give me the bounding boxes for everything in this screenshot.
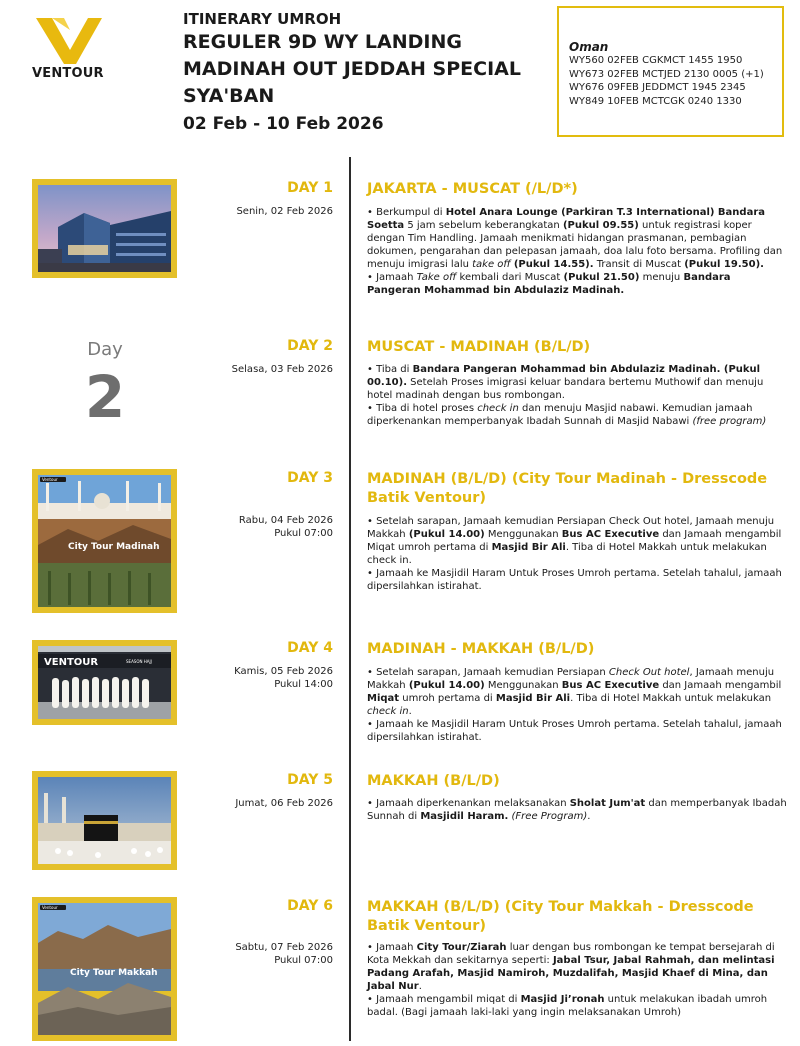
day-description <box>367 206 787 297</box>
day-date-line: Selasa, 03 Feb 2026 <box>231 364 333 375</box>
city-tour-makkah-image <box>38 903 171 1035</box>
bus-brand-label: VENTOUR <box>44 657 99 668</box>
timeline-divider <box>349 157 351 1041</box>
flight-carrier: Oman <box>569 40 609 54</box>
description-paragraph: • Setelah sarapan, Jamaah kemudian Persiapan Check Out hotel, Jamaah menuju Makkah (Pukul 14.00) Menggunakan Bus AC Executive dan Jamaah mengambil Miqat umroh pertama di Masjid Bir Ali. Tiba di Hotel Makkah untuk melakukan check in. <box>367 516 782 566</box>
day-description <box>367 666 787 744</box>
city-tour-makkah-label: City Tour Makkah <box>70 968 158 978</box>
header-kicker: ITINERARY UMROH <box>183 10 342 28</box>
day-description <box>367 515 787 593</box>
flight-info-box <box>557 6 784 137</box>
big-day-number: 2 <box>84 363 126 431</box>
bus-sub-label: SEASON HAJJ <box>126 659 152 664</box>
day-title: JAKARTA - MUSCAT (/L/D*) <box>367 181 578 197</box>
big-day-word: Day <box>87 339 123 360</box>
day-label: DAY 3 <box>287 470 333 486</box>
header-title-line-3: SYA'BAN <box>183 85 275 107</box>
day-title: MUSCAT - MADINAH (B/L/D) <box>367 339 591 355</box>
hotel-lounge-image <box>38 185 171 272</box>
day-label: DAY 2 <box>287 338 333 354</box>
day-label: DAY 4 <box>287 640 333 656</box>
day-date <box>200 797 333 810</box>
day-date-line: Pukul 07:00 <box>274 955 333 966</box>
itinerary-header <box>183 10 553 136</box>
day-date-line: Rabu, 04 Feb 2026 <box>238 515 333 526</box>
description-paragraph: • Jamaah City Tour/Ziarah luar dengan bus rombongan ke tempat bersejarah di Kota Mekkah dan sekitarnya seperti: Jabal Tsur, Jabal Rahmah, dan melintasi Padang Arafah, Masjid Namiroh, Muzdalifah, Masjid Khaef di Mina, dan Jabal Nur. <box>367 942 775 992</box>
day5-photo <box>32 771 177 870</box>
day-description <box>367 941 787 1019</box>
day-date <box>200 363 333 376</box>
day-label: DAY 5 <box>287 772 333 788</box>
description-paragraph: • Setelah sarapan, Jamaah kemudian Persiapan Check Out hotel, Jamaah menuju Makkah (Pukul 14.00) Menggunakan Bus AC Executive dan Jamaah mengambil Miqat umroh pertama di Masjid Bir Ali. Tiba di Hotel Makkah untuk melakukan check in. <box>367 667 782 717</box>
photo-badge: Ventour <box>42 905 58 910</box>
flight-line: WY673 02FEB MCTJED 2130 0005 (+1) <box>569 68 764 80</box>
day-date-line: Kamis, 05 Feb 2026 <box>234 666 333 677</box>
jamaah-group-bus-image <box>38 646 171 719</box>
day-date <box>200 665 333 691</box>
day-title: MAKKAH (B/L/D) (City Tour Makkah - Dresscode Batik Ventour) <box>367 899 754 934</box>
day-date-line: Jumat, 06 Feb 2026 <box>235 798 333 809</box>
day-title: MAKKAH (B/L/D) <box>367 773 500 789</box>
day-date <box>200 514 333 540</box>
city-tour-madinah-image <box>38 475 171 607</box>
day-date <box>200 941 333 967</box>
day-description <box>367 363 787 428</box>
description-paragraph: • Jamaah ke Masjidil Haram Untuk Proses Umroh pertama. Setelah tahalul, jamaah dipersilahkan istirahat. <box>367 568 782 592</box>
brand-name: VENTOUR <box>32 66 104 81</box>
header-title-line-1: REGULER 9D WY LANDING <box>183 31 462 53</box>
day6-photo <box>32 897 177 1041</box>
day-label: DAY 1 <box>287 180 333 196</box>
day1-photo <box>32 179 177 278</box>
description-paragraph: • Jamaah ke Masjidil Haram Untuk Proses Umroh pertama. Setelah tahalul, jamaah dipersilahkan istirahat. <box>367 719 782 743</box>
day3-photo <box>32 469 177 613</box>
description-paragraph: • Jamaah diperkenankan melaksanakan Sholat Jum'at dan memperbanyak Ibadah Sunnah di Masjidil Haram. (Free Program). <box>367 798 787 822</box>
flight-line: WY849 10FEB MCTCGK 0240 1330 <box>569 95 742 107</box>
flight-line: WY676 09FEB JEDDMCT 1945 2345 <box>569 82 746 93</box>
description-paragraph: • Berkumpul di Hotel Anara Lounge (Parkiran T.3 International) Bandara Soetta 5 jam sebelum keberangkatan (Pukul 09.55) untuk registrasi koper dengan Tim Handling. Jamaah menikmati hidangan prasmanan, pembagian dokumen, pengarahan dan pelepasan jamaah, doa lalu foto bersama. Profiling dan menuju imigrasi lalu take off (Pukul 14.55). Transit di Muscat (Pukul 19.50). <box>367 207 783 270</box>
day-title: MADINAH - MAKKAH (B/L/D) <box>367 641 595 657</box>
header-title-line-2: MADINAH OUT JEDDAH SPECIAL <box>183 58 521 80</box>
flight-line: WY560 02FEB CGKMCT 1455 1950 <box>569 55 743 66</box>
description-paragraph: • Jamaah Take off kembali dari Muscat (Pukul 21.50) menuju Bandara Pangeran Mohammad bin Abdulaziz Madinah. <box>367 272 731 296</box>
day-date-line: Sabtu, 07 Feb 2026 <box>235 942 333 953</box>
city-tour-madinah-label: City Tour Madinah <box>68 542 160 552</box>
photo-badge: Ventour <box>42 477 58 482</box>
day-date-line: Pukul 14:00 <box>274 679 333 690</box>
description-paragraph: • Tiba di Bandara Pangeran Mohammad bin Abdulaziz Madinah. (Pukul 00.10). Setelah Proses imigrasi keluar bandara bertemu Muthowif dan menuju hotel madinah dengan bus rombongan. <box>367 364 764 401</box>
day-date-line: Pukul 07:00 <box>274 528 333 539</box>
day-date-line: Senin, 02 Feb 2026 <box>236 206 333 217</box>
day-label: DAY 6 <box>287 898 333 914</box>
kaaba-image <box>38 777 171 864</box>
day-description <box>367 797 787 823</box>
day-date <box>200 205 333 218</box>
description-paragraph: • Tiba di hotel proses check in dan menuju Masjid nabawi. Kemudian jamaah diperkenankan memperbanyak Ibadah Sunnah di Masjid Nabawi (free program) <box>367 403 767 427</box>
day4-photo <box>32 640 177 725</box>
header-date-range: 02 Feb - 10 Feb 2026 <box>183 114 384 134</box>
day-title: MADINAH (B/L/D) (City Tour Madinah - Dresscode Batik Ventour) <box>367 471 768 506</box>
description-paragraph: • Jamaah mengambil miqat di Masjid Ji’ronah untuk melakukan ibadah umroh badal. (Bagi jamaah laki-laki yang ingin melaksanakan Umroh) <box>367 994 768 1018</box>
